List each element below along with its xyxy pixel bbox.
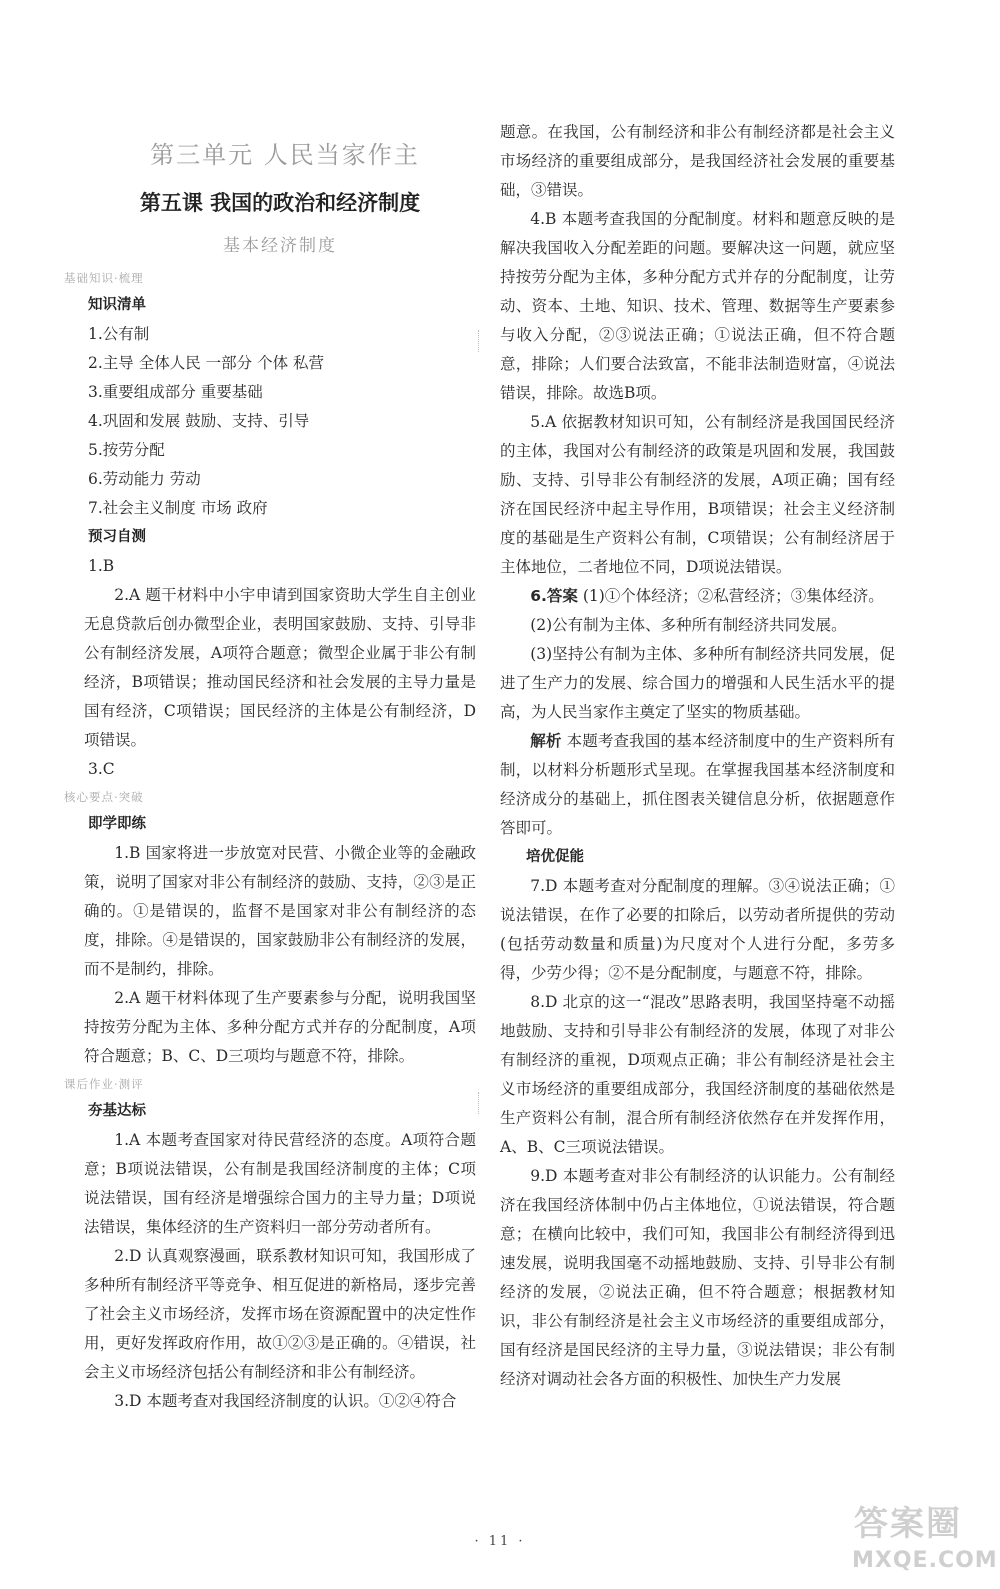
section-title: 基本经济制度 [223, 236, 337, 256]
knowledge-item: 4.巩固和发展 鼓励、支持、引导 [88, 412, 310, 430]
answer-text: (1)①个体经济；②私营经济；③集体经济。 [582, 587, 884, 605]
subheading-practice: 即学即练 [88, 816, 146, 832]
answer-item: 1.B 国家将进一步放宽对民营、小微企业等的金融政策，说明了国家对非公有制经济的鼓励、支持，②③是正确的。①是错误的，监督不是国家对非公有制经济的态度，排除。④是错误的，国家鼓励非公有制经济的发展，而不是制约，排除。 [84, 844, 476, 978]
analysis-text: 本题考查我国的基本经济制度中的生产资料所有制，以材料分析题形式呈现。在掌握我国基本经济制度和经济成分的基础上，抓住图表关键信息分析，依据题意作答即可。 [500, 732, 895, 837]
answer-item: 2.D 认真观察漫画，联系教材知识可知，我国形成了多种所有制经济平等竞争、相互促进的新格局，逐步完善了社会主义市场经济，发挥市场在资源配置中的决定性作用，更好发挥政府作用，故①②③是正确的。④错误，社会主义市场经济包括公有制经济和非公有制经济。 [84, 1247, 476, 1381]
page-number: · 11 · [474, 1534, 526, 1549]
answer-item: 2.A 题干材料体现了生产要素参与分配，说明我国坚持按劳分配为主体、多种分配方式并存的分配制度，A项符合题意；B、C、D三项均与题意不符，排除。 [84, 989, 476, 1065]
analysis-label: 解析 [530, 732, 562, 750]
right-column [500, 118, 895, 1394]
knowledge-item: 5.按劳分配 [88, 441, 165, 459]
watermark-logo [848, 1496, 998, 1582]
unit-title: 第三单元 人民当家作主 [150, 141, 420, 169]
column-divider-mark [478, 1092, 485, 1114]
knowledge-item: 1.公有制 [88, 325, 150, 343]
knowledge-item: 3.重要组成部分 重要基础 [88, 383, 263, 401]
answer-continuation: 题意。在我国，公有制经济和非公有制经济都是社会主义市场经济的重要组成部分，是我国经济社会发展的重要基础，③错误。 [500, 123, 895, 199]
answer-item: 2.A 题干材料中小宇申请到国家资助大学生自主创业无息贷款后创办微型企业，表明国家鼓励、支持、引导非公有制经济发展，A项符合题意；微型企业属于非公有制经济，B项错误；推动国民经济和社会发展的主导力量是国有经济，C项错误；国民经济的主体是公有制经济，D项错误。 [84, 586, 476, 749]
section-band-homework: 课后作业·测评 [64, 1077, 144, 1091]
answer-item: 9.D 本题考查对非公有制经济的认识能力。公有制经济在我国经济体制中仍占主体地位，①说法错误，符合题意；在横向比较中，我们可知，我国非公有制经济得到迅速发展，说明我国毫不动摇地鼓励、支持、引导非公有制经济的发展，②说法正确，但不符合题意；根据教材知识，非公有制经济是社会主义市场经济的重要组成部分，国有经济是国民经济的主导力量，③说法错误；非公有制经济对调动社会各方面的积极性、加快生产力发展 [500, 1167, 895, 1388]
answer-item [500, 582, 895, 611]
lesson-title: 第五课 我国的政治和经济制度 [139, 190, 421, 215]
section-band-core: 核心要点·突破 [64, 790, 144, 804]
answer-item: 5.A 依据教材知识可知，公有制经济是我国国民经济的主体，我国对公有制经济的政策是巩固和发展，我国鼓励、支持、引导非公有制经济的发展，A项正确；国有经济在国民经济中起主导作用，B项错误；社会主义经济制度的基础是生产资料公有制，C项错误；公有制经济居于主体地位，二者地位不同，D项说法错误。 [500, 413, 895, 576]
subheading-preview-test: 预习自测 [88, 529, 146, 545]
answer-item: 1.A 本题考查国家对待民营经济的态度。A项符合题意；B项说法错误，公有制是我国经济制度的主体；C项说法错误，国有经济是增强综合国力的主导力量；D项说法错误，集体经济的生产资料归一部分劳动者所有。 [84, 1131, 476, 1236]
answer-item: 3.C [88, 760, 115, 778]
subheading-advanced: 培优促能 [526, 849, 584, 865]
answer-item: 8.D 北京的这一“混改”思路表明，我国坚持毫不动摇地鼓励、支持和引导非公有制经济的发展，体现了对非公有制经济的重视，D项观点正确；非公有制经济是社会主义市场经济的重要组成部分，我国经济制度的基础依然是生产资料公有制，混合所有制经济依然存在并发挥作用，A、B、C三项说法错误。 [500, 993, 895, 1156]
knowledge-item: 2.主导 全体人民 一部分 个体 私营 [88, 354, 324, 372]
section-band-basics: 基础知识·梳理 [64, 271, 144, 285]
knowledge-item: 6.劳动能力 劳动 [88, 470, 201, 488]
analysis-item [500, 727, 895, 843]
answer-item: 7.D 本题考查对分配制度的理解。③④说法正确；①说法错误，在作了必要的扣除后，以劳动者所提供的劳动(包括劳动数量和质量)为尺度对个人进行分配，多劳多得，少劳少得；②不是分配制度，与题意不符，排除。 [500, 877, 895, 982]
watermark-text: 答案圈 [854, 1504, 962, 1544]
watermark-url: MXQE.COM [852, 1548, 998, 1573]
answer-item: (3)坚持公有制为主体、多种所有制经济共同发展，促进了生产力的发展、综合国力的增强和人民生活水平的提高，为人民当家作主奠定了坚实的物质基础。 [500, 645, 895, 721]
answer-item: 3.D 本题考查对我国经济制度的认识。①②④符合 [114, 1392, 457, 1410]
left-column [64, 133, 476, 1416]
subheading-knowledge-list: 知识清单 [88, 297, 146, 313]
subheading-foundation: 夯基达标 [88, 1103, 146, 1119]
answer-item: (2)公有制为主体、多种所有制经济共同发展。 [530, 616, 847, 634]
answer-item: 4.B 本题考查我国的分配制度。材料和题意反映的是解决我国收入分配差距的问题。要解决这一问题，就应坚持按劳分配为主体，多种分配方式并存的分配制度，让劳动、资本、土地、知识、技术、管理、数据等生产要素参与收入分配，②③说法正确；①说法正确，但不符合题意，排除；人们要合法致富，不能非法制造财富，④说法错误，排除。故选B项。 [500, 210, 895, 402]
answer-label: 6.答案 [530, 587, 578, 605]
column-divider-mark [478, 330, 485, 352]
knowledge-item: 7.社会主义制度 市场 政府 [88, 499, 268, 517]
answer-item: 1.B [88, 557, 115, 575]
